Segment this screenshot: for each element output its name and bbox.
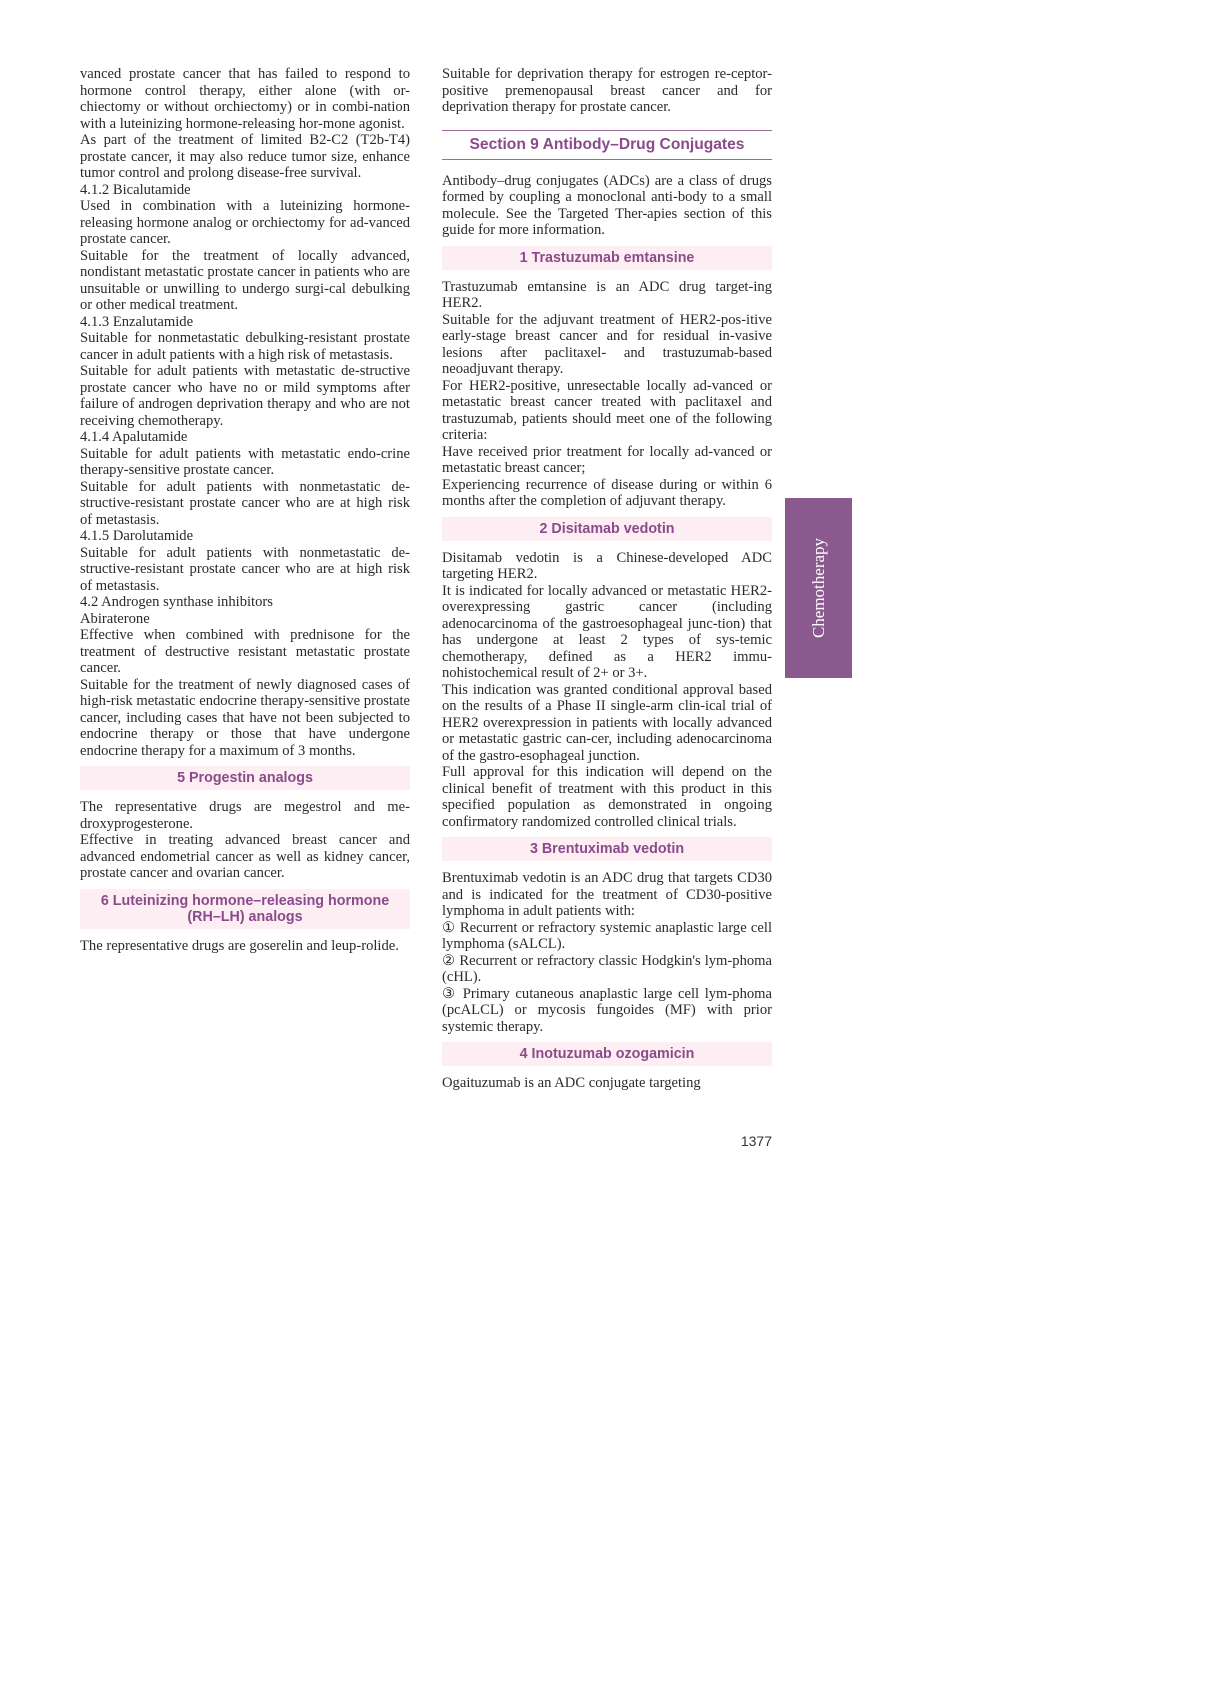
heading-disitamab-vedotin: 2 Disitamab vedotin (442, 517, 772, 541)
paragraph: This indication was granted conditional approval based on the results of a Phase II single-arm clin-ical trial of HER2 overexpression in patients with locally advanced or metastatic gastric can-cer, including adenocarcinoma of the gastro-esophageal junction. (442, 681, 772, 764)
paragraph: Abiraterone (80, 610, 150, 627)
paragraph: Brentuximab vedotin is an ADC drug that targets CD30 and is indicated for the treatment of CD30-positive lymphoma in adult patients with: (442, 870, 772, 919)
heading-brentuximab-vedotin: 3 Brentuximab vedotin (442, 837, 772, 861)
paragraph: Antibody–drug conjugates (ADCs) are a class of drugs formed by coupling a monoclonal anti-body to a small molecule. See the Targeted Ther-apies section of this guide for more information. (442, 172, 772, 238)
paragraph: Suitable for the adjuvant treatment of HER2-pos-itive early-stage breast cancer and for residual in-vasive lesions after paclitaxel- and trastuzumab-based neoadjuvant therapy. (442, 311, 772, 377)
right-column (442, 66, 772, 1092)
paragraph: Suitable for adult patients with nonmetastatic de-structive-resistant prostate cancer who are at high risk of metastasis. (80, 544, 410, 594)
heading-line: 6 Luteinizing hormone–releasing hormone (100, 892, 390, 909)
paragraph: Effective when combined with prednisone for the treatment of destructive resistant metastatic prostate cancer. (80, 627, 410, 676)
list-item: ② Recurrent or refractory classic Hodgkin's lym-phoma (cHL). (442, 952, 772, 985)
paragraph: Suitable for the treatment of newly diagnosed cases of high-risk metastatic endocrine therapy-sensitive prostate cancer, including cases that have not been subjected to endocrine therapy or those that have undergone endocrine therapy for a maximum of 3 months. (80, 676, 410, 759)
side-tab-label: Chemotherapy (808, 537, 828, 639)
paragraph: Disitamab vedotin is a Chinese-developed ADC targeting HER2. (442, 549, 772, 582)
paragraph: Suitable for deprivation therapy for estrogen re-ceptor-positive premenopausal breast cancer and for deprivation therapy for prostate cancer. (442, 66, 772, 115)
paragraph: Trastuzumab emtansine is an ADC drug target-ing HER2. (442, 278, 772, 311)
page-number: 1377 (740, 1133, 772, 1149)
heading-lhrh-analogs (80, 889, 410, 929)
heading-trastuzumab-emtansine: 1 Trastuzumab emtansine (442, 246, 772, 270)
paragraph: Suitable for the treatment of locally advanced, nondistant metastatic prostate cancer in patients who are unsuitable or unwilling to undergo surgi-cal debulking or other medical treatment. (80, 247, 410, 313)
paragraph: As part of the treatment of limited B2-C2 (T2b-T4) prostate cancer, it may also reduce tumor size, enhance tumor control and prolong disease-free survival. (80, 132, 410, 181)
paragraph: The representative drugs are megestrol and me-droxyprogesterone. (80, 799, 410, 832)
paragraph: Suitable for adult patients with nonmetastatic de-structive-resistant prostate cancer who are at high risk of metastasis. (80, 478, 410, 528)
paragraph: vanced prostate cancer that has failed to respond to hormone control therapy, either alone (with or-chiectomy or without orchiectomy) or in combi-nation with a luteinizing hormone-releasing hor-mone agonist. (80, 66, 410, 132)
paragraph: Suitable for adult patients with metastatic endo-crine therapy-sensitive prostate cancer. (80, 445, 410, 478)
section-heading-adc: Section 9 Antibody–Drug Conjugates (442, 130, 772, 160)
list-item: ③ Primary cutaneous anaplastic large cell lym-phoma (pcALCL) or mycosis fungoides (MF) with prior systemic therapy. (442, 985, 772, 1035)
paragraph: Have received prior treatment for locally ad-vanced or metastatic breast cancer; (442, 443, 772, 476)
paragraph: Ogaituzumab is an ADC conjugate targeting (442, 1075, 701, 1091)
paragraph: Experiencing recurrence of disease during or within 6 months after the completion of adjuvant therapy. (442, 476, 772, 509)
paragraph: Used in combination with a luteinizing hormone-releasing hormone analog or orchiectomy for ad-vanced prostate cancer. (80, 198, 410, 247)
paragraph: Suitable for adult patients with metastatic de-structive prostate cancer who have no or mild symptoms after failure of androgen deprivation therapy and who are not receiving chemotherapy. (80, 363, 410, 429)
subheading-enzalutamide: 4.1.3 Enzalutamide (80, 313, 194, 330)
subheading-darolutamide: 4.1.5 Darolutamide (80, 528, 194, 544)
paragraph: For HER2-positive, unresectable locally ad-vanced or metastatic breast cancer treated with paclitaxel and trastuzumab, patients should meet one of the following criteria: (442, 377, 772, 443)
paragraph: The representative drugs are goserelin and leup-rolide. (80, 937, 399, 954)
paragraph: It is indicated for locally advanced or metastatic HER2-overexpressing gastric cancer (including adenocarcinoma of the gastroesophageal junc-tion) that has undergone at least 2 types of sys-temic chemotherapy, defined as a HER2 immu-nohistochemical result of 2+ or 3+. (442, 582, 772, 681)
list-item: ① Recurrent or refractory systemic anaplastic large cell lymphoma (sALCL). (442, 919, 772, 952)
chapter-side-tab (785, 498, 852, 678)
heading-inotuzumab-ozogamicin: 4 Inotuzumab ozogamicin (442, 1042, 772, 1066)
paragraph: Effective in treating advanced breast cancer and advanced endometrial cancer as well as kidney cancer, prostate cancer and ovarian cancer. (80, 832, 410, 881)
subheading-apalutamide: 4.1.4 Apalutamide (80, 429, 188, 445)
heading-line: (RH–LH) analogs (187, 908, 303, 925)
subheading-bicalutamide: 4.1.2 Bicalutamide (80, 181, 191, 198)
heading-progestin-analogs: 5 Progestin analogs (80, 766, 410, 790)
paragraph: Full approval for this indication will depend on the clinical benefit of treatment with this product in this specified population as demonstrated in ongoing confirmatory randomized controlled clinical trials. (442, 764, 772, 830)
left-column (80, 66, 410, 954)
subheading-androgen-synthase-inhibitors: 4.2 Androgen synthase inhibitors (80, 594, 273, 610)
paragraph: Suitable for nonmetastatic debulking-resistant prostate cancer in adult patients with a high risk of metastasis. (80, 330, 410, 363)
